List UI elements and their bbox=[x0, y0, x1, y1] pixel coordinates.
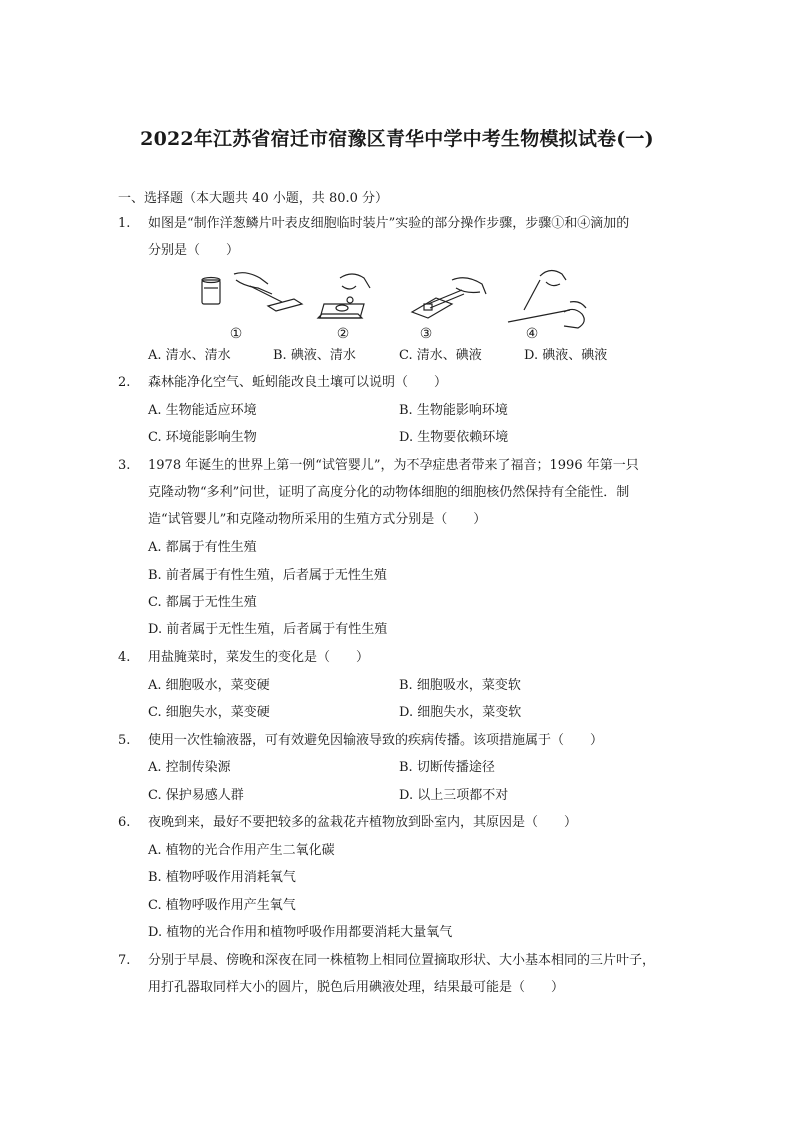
question-text-line: 克隆动物“多利”问世，证明了高度分化的动物体细胞的细胞核仍然保持有全能性．制 bbox=[148, 485, 630, 500]
question-number: 3. bbox=[118, 458, 131, 473]
step-4-drawing bbox=[508, 270, 586, 328]
question-text-line: 森林能净化空气、蚯蚓能改良土壤可以说明（ ） bbox=[148, 375, 448, 390]
question-number: 5. bbox=[118, 733, 131, 748]
option-a: A. 细胞吸水，菜变硬 bbox=[148, 678, 270, 693]
question-text-line: 用盐腌菜时，菜发生的变化是（ ） bbox=[148, 650, 370, 665]
option-c: C. 清水、碘液 bbox=[399, 348, 482, 363]
question-number: 2. bbox=[118, 375, 131, 390]
option-c: C. 保护易感人群 bbox=[148, 788, 244, 803]
question-text-line: 如图是“制作洋葱鳞片叶表皮细胞临时装片”实验的部分操作步骤，步骤①和④滴加的 bbox=[148, 216, 630, 231]
question-text-line: 夜晚到来，最好不要把较多的盆栽花卉植物放到卧室内，其原因是（ ） bbox=[148, 815, 578, 830]
option-c: C. 植物呼吸作用产生氧气 bbox=[148, 898, 296, 913]
experiment-steps-figure bbox=[190, 266, 650, 344]
option-d: D. 细胞失水，菜变软 bbox=[399, 705, 522, 720]
option-c: C. 环境能影响生物 bbox=[148, 430, 257, 445]
option-a: A. 都属于有性生殖 bbox=[148, 540, 257, 555]
option-a: A. 植物的光合作用产生二氧化碳 bbox=[148, 843, 335, 858]
question-text-line: 分别是（ ） bbox=[148, 243, 240, 258]
figure-label-3: ③ bbox=[419, 326, 433, 342]
option-d: D. 生物要依赖环境 bbox=[399, 430, 509, 445]
question-text-line: 分别于早晨、傍晚和深夜在同一株植物上相同位置摘取形状、大小基本相同的三片叶子， bbox=[148, 953, 656, 968]
step-2-drawing bbox=[318, 274, 370, 318]
option-a: A. 控制传染源 bbox=[148, 760, 231, 775]
option-c: C. 细胞失水，菜变硬 bbox=[148, 705, 270, 720]
question-number: 7. bbox=[118, 953, 131, 968]
option-b: B. 前者属于有性生殖，后者属于无性生殖 bbox=[148, 568, 387, 583]
option-b: B. 细胞吸水，菜变软 bbox=[399, 678, 521, 693]
question-number: 4. bbox=[118, 650, 131, 665]
question-text-line: 用打孔器取同样大小的圆片，脱色后用碘液处理，结果最可能是（ ） bbox=[148, 980, 565, 995]
page-title: 2022年江苏省宿迁市宿豫区青华中学中考生物模拟试卷(一) bbox=[140, 128, 654, 150]
option-d: D. 植物的光合作用和植物呼吸作用都要消耗大量氧气 bbox=[148, 925, 453, 940]
figure-label-2: ② bbox=[336, 326, 350, 342]
option-b: B. 生物能影响环境 bbox=[399, 403, 508, 418]
question-text-line: 使用一次性输液器，可有效避免因输液导致的疾病传播。该项措施属于（ ） bbox=[148, 733, 604, 748]
step-1-drawing bbox=[202, 273, 302, 311]
question-text-line: 造“试管婴儿”和克隆动物所采用的生殖方式分别是（ ） bbox=[148, 512, 487, 527]
question-text-line: 1978 年诞生的世界上第一例“试管婴儿”，为不孕症患者带来了福音；1996 年第一只 bbox=[148, 458, 639, 473]
option-d: D. 前者属于无性生殖，后者属于有性生殖 bbox=[148, 622, 388, 637]
section-heading: 一、选择题（本大题共 40 小题，共 80.0 分） bbox=[118, 191, 389, 206]
step-3-drawing bbox=[412, 278, 486, 318]
option-a: A. 清水、清水 bbox=[148, 348, 231, 363]
option-d: D. 碘液、碘液 bbox=[524, 348, 608, 363]
question-number: 6. bbox=[118, 815, 131, 830]
option-b: B. 切断传播途径 bbox=[399, 760, 495, 775]
option-a: A. 生物能适应环境 bbox=[148, 403, 257, 418]
figure-label-1: ① bbox=[229, 326, 243, 342]
option-d: D. 以上三项都不对 bbox=[399, 788, 509, 803]
question-number: 1. bbox=[118, 216, 131, 231]
figure-label-4: ④ bbox=[525, 326, 539, 342]
option-b: B. 植物呼吸作用消耗氧气 bbox=[148, 870, 296, 885]
option-b: B. 碘液、清水 bbox=[273, 348, 356, 363]
option-c: C. 都属于无性生殖 bbox=[148, 595, 257, 610]
